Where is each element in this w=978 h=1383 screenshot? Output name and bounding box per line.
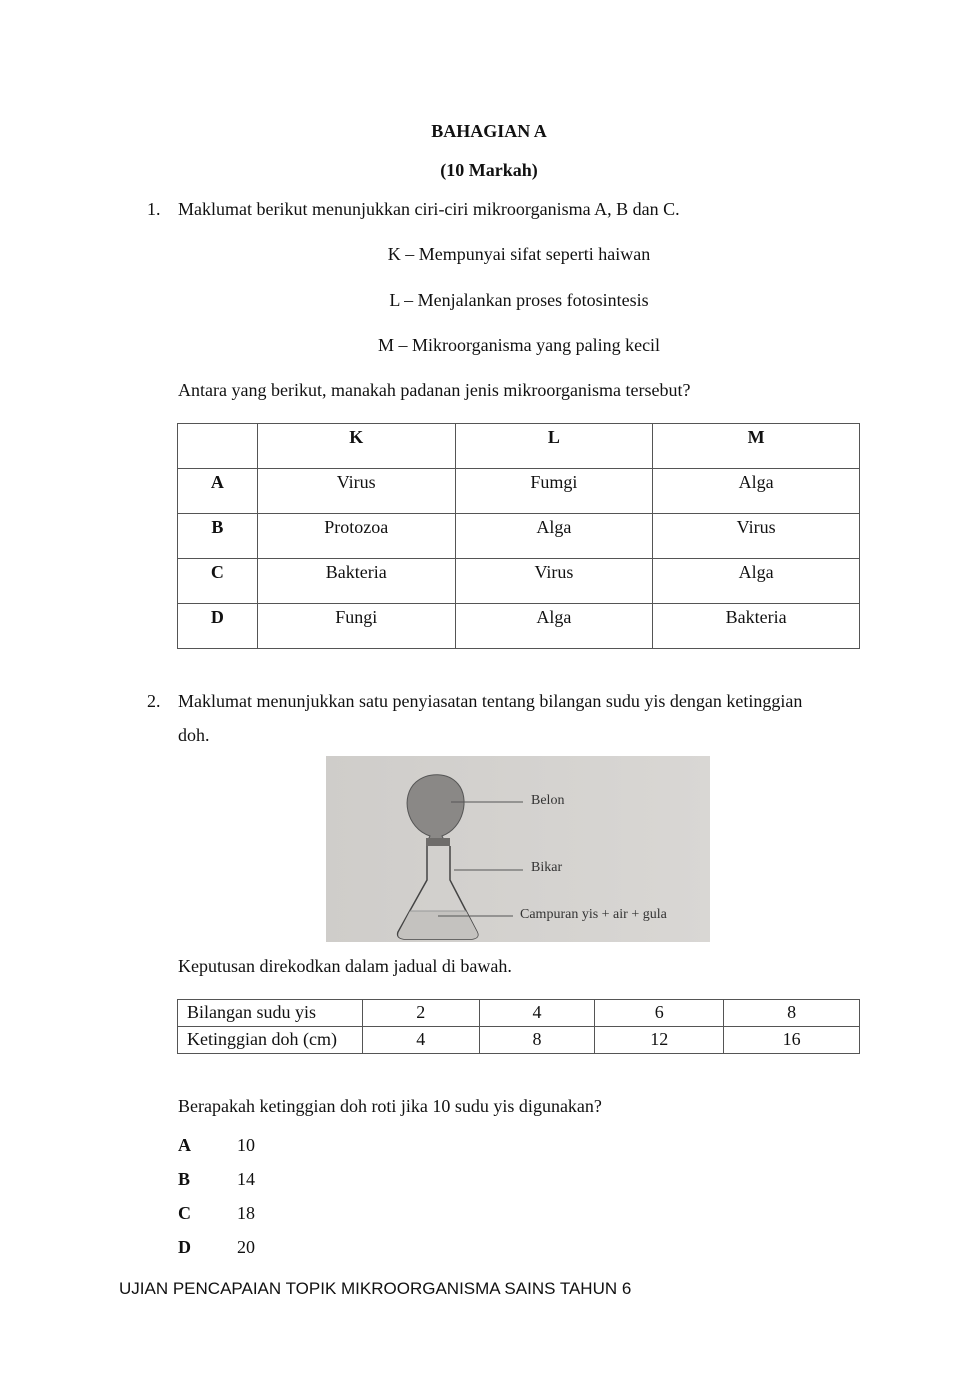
option-letter: D bbox=[178, 604, 258, 649]
statement-l: L – Menjalankan proses fotosintesis bbox=[389, 290, 649, 310]
table-cell: 12 bbox=[595, 1027, 724, 1054]
table-cell: 4 bbox=[362, 1027, 479, 1054]
option-c-value: 18 bbox=[237, 1203, 255, 1223]
page-footer: UJIAN PENCAPAIAN TOPIK MIKROORGANISMA SAINS TAHUN 6 bbox=[119, 1279, 632, 1298]
table-header-cell: M bbox=[653, 424, 860, 469]
table-cell: Protozoa bbox=[257, 514, 455, 559]
option-b-value: 14 bbox=[237, 1169, 255, 1189]
table-row bbox=[178, 1027, 860, 1054]
table-cell: Fumgi bbox=[455, 469, 653, 514]
results-table bbox=[177, 999, 860, 1054]
table-row bbox=[178, 1000, 860, 1027]
question-2-number: 2. bbox=[147, 691, 161, 711]
section-title: BAHAGIAN A bbox=[431, 121, 547, 141]
question-2-text-line1: Maklumat menunjukkan satu penyiasatan tentang bilangan sudu yis dengan ketinggian bbox=[178, 691, 803, 711]
table-cell: Virus bbox=[455, 559, 653, 604]
row-label: Bilangan sudu yis bbox=[178, 1000, 363, 1027]
label-bikar: Bikar bbox=[531, 860, 563, 875]
table-cell: Virus bbox=[257, 469, 455, 514]
option-d-letter: D bbox=[178, 1237, 191, 1257]
table-cell: 8 bbox=[724, 1000, 860, 1027]
table-cell: Alga bbox=[653, 559, 860, 604]
yeast-experiment-diagram bbox=[326, 756, 710, 942]
question-2-text-line2: doh. bbox=[178, 725, 210, 745]
table-row bbox=[178, 604, 860, 649]
table-header-cell: K bbox=[257, 424, 455, 469]
option-letter: C bbox=[178, 559, 258, 604]
option-letter: B bbox=[178, 514, 258, 559]
table-cell: Alga bbox=[455, 604, 653, 649]
table-header-cell: L bbox=[455, 424, 653, 469]
table-row bbox=[178, 514, 860, 559]
table-row bbox=[178, 559, 860, 604]
label-campuran: Campuran yis + air + gula bbox=[520, 907, 667, 922]
statement-m: M – Mikroorganisma yang paling kecil bbox=[377, 335, 661, 355]
table-header-cell bbox=[178, 424, 258, 469]
table-header-row bbox=[178, 424, 860, 469]
table-cell: Bakteria bbox=[257, 559, 455, 604]
table-cell: 16 bbox=[724, 1027, 860, 1054]
table-cell: Fungi bbox=[257, 604, 455, 649]
question-2-prompt: Berapakah ketinggian doh roti jika 10 sudu yis digunakan? bbox=[178, 1096, 602, 1116]
answer-matching-table bbox=[177, 423, 860, 649]
option-b-letter: B bbox=[178, 1169, 191, 1189]
row-label: Ketinggian doh (cm) bbox=[178, 1027, 363, 1054]
question-1-number: 1. bbox=[147, 199, 161, 219]
marks-label: (10 Markah) bbox=[440, 160, 538, 180]
option-c-letter: C bbox=[178, 1203, 191, 1223]
table-row bbox=[178, 469, 860, 514]
table-cell: Alga bbox=[455, 514, 653, 559]
statement-k: K – Mempunyai sifat seperti haiwan bbox=[387, 244, 651, 264]
label-belon: Belon bbox=[531, 793, 565, 808]
question-1-prompt: Antara yang berikut, manakah padanan jenis mikroorganisma tersebut? bbox=[178, 380, 691, 400]
table-cell: Alga bbox=[653, 469, 860, 514]
record-text: Keputusan direkodkan dalam jadual di bawah. bbox=[178, 956, 512, 976]
table-cell: Bakteria bbox=[653, 604, 860, 649]
table-cell: 8 bbox=[479, 1027, 595, 1054]
option-letter: A bbox=[178, 469, 258, 514]
table-cell: 4 bbox=[479, 1000, 595, 1027]
option-a-value: 10 bbox=[237, 1135, 255, 1155]
option-d-value: 20 bbox=[237, 1237, 255, 1257]
question-1-text: Maklumat berikut menunjukkan ciri-ciri mikroorganisma A, B dan C. bbox=[178, 199, 680, 219]
option-a-letter: A bbox=[178, 1135, 191, 1155]
table-cell: Virus bbox=[653, 514, 860, 559]
table-cell: 2 bbox=[362, 1000, 479, 1027]
table-cell: 6 bbox=[595, 1000, 724, 1027]
